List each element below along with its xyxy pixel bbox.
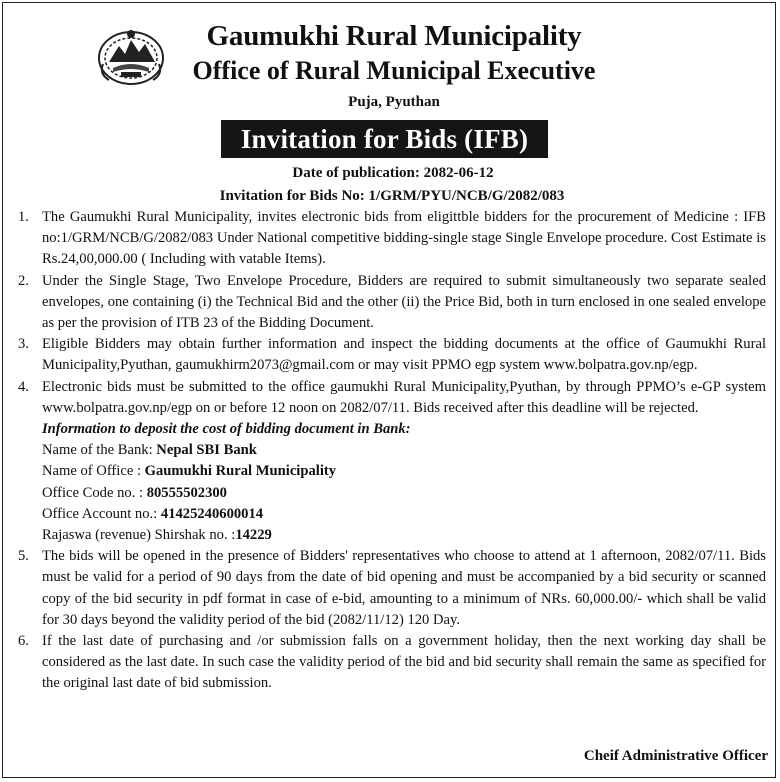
office-location: Puja, Pyuthan bbox=[348, 94, 440, 110]
item-text: The bids will be opened in the presence of Bidders' representatives who choose to attend at 1 afternoon, 2082/07/11. Bids must be valid for a period of 90 days from the date of bid opening and must be accompanied by a bid security or scanned copy of the bid security in pdf format in case of e-bid, amounting to a minimum of NRs. 60,000.00/- which shall be valid for 30 days beyond the validity period of the bid (2082/11/12) 120 Day. bbox=[42, 548, 766, 628]
ifb-number: Invitation for Bids No: 1/GRM/PYU/NCB/G/2082/083 bbox=[219, 188, 565, 204]
bank-name-label: Name of the Bank: bbox=[42, 442, 157, 459]
office-name-value: Gaumukhi Rural Municipality bbox=[144, 463, 337, 480]
item-number: 1. bbox=[18, 209, 29, 225]
list-item bbox=[18, 377, 766, 419]
item-text: Eligible Bidders may obtain further information and inspect the bidding documents at the office of Gaumukhi Rural Municipality,Pyuthan, gaumukhirm2073@gmail.com or may visit PPMO egp system www.bolpatra.gov.np/egp. bbox=[42, 336, 766, 374]
list-item bbox=[18, 271, 766, 335]
rajaswa-label: Rajaswa (revenue) Shirshak no. : bbox=[42, 527, 236, 544]
list-item bbox=[18, 207, 766, 271]
publication-date: Date of publication: 2082-06-12 bbox=[292, 165, 494, 181]
office-name: Office of Rural Municipal Executive bbox=[192, 56, 596, 85]
bank-info bbox=[18, 419, 766, 546]
office-code-label: Office Code no. : bbox=[42, 484, 147, 501]
item-number: 4. bbox=[18, 378, 29, 395]
ifb-banner: Invitation for Bids (IFB) bbox=[221, 120, 548, 158]
office-account-row bbox=[42, 504, 766, 525]
list-item bbox=[18, 546, 766, 631]
office-account-value: 41425240600014 bbox=[160, 505, 264, 522]
item-text: Electronic bids must be submitted to the office gaumukhi Rural Municipality,Pyuthan, by through PPMO’s e-GP system www.bolpatra.gov.np/egp on or before 12 noon on 2082/07/11. Bids received after this deadline will be rejected. bbox=[42, 378, 766, 416]
bank-name-value: Nepal SBI Bank bbox=[156, 442, 257, 459]
office-account-label: Office Account no.: bbox=[42, 505, 161, 522]
list-item bbox=[18, 631, 766, 695]
list-item bbox=[18, 334, 766, 376]
office-name-label: Name of Office : bbox=[42, 463, 145, 480]
notice-body bbox=[18, 207, 766, 695]
item-number: 3. bbox=[18, 336, 29, 353]
item-text: If the last date of purchasing and /or submission falls on a government holiday, then the next working day shall be considered as the last date. In such case the validity period of the bid and bid security shall remain the same as specified for the original last date of bid submission. bbox=[42, 633, 766, 692]
office-name-row bbox=[42, 461, 766, 482]
municipality-name: Gaumukhi Rural Municipality bbox=[206, 20, 582, 52]
office-code-row bbox=[42, 483, 766, 504]
office-code-value: 80555502300 bbox=[146, 484, 227, 501]
item-number: 5. bbox=[18, 548, 29, 565]
item-text: Under the Single Stage, Two Envelope Procedure, Bidders are required to submit simultaneously two separate sealed envelopes, one containing (i) the Technical Bid and the other (ii) the Price Bid, both in turn enclosed in one sealed envelope as per the provision of ITB 23 of the Bidding Document. bbox=[42, 272, 766, 332]
bank-name-row bbox=[42, 440, 766, 461]
rajaswa-value: 14229 bbox=[235, 527, 272, 544]
item-number: 2. bbox=[18, 272, 29, 289]
item-number: 6. bbox=[18, 633, 29, 650]
rajaswa-row bbox=[42, 525, 766, 546]
bank-info-title: Information to deposit the cost of bidding document in Bank: bbox=[42, 421, 411, 438]
item-text: The Gaumukhi Rural Municipality, invites electronic bids from eligittble bidders for the procurement of Medicine : IFB no:1/GRM/NCB/G/2082/083 Under National competitive bidding-single stage Single Envelope procedure. Cost Estimate is Rs.24,00,000.00 ( Including with vatable Items). bbox=[42, 209, 766, 268]
signature: Cheif Administrative Officer bbox=[583, 748, 768, 764]
